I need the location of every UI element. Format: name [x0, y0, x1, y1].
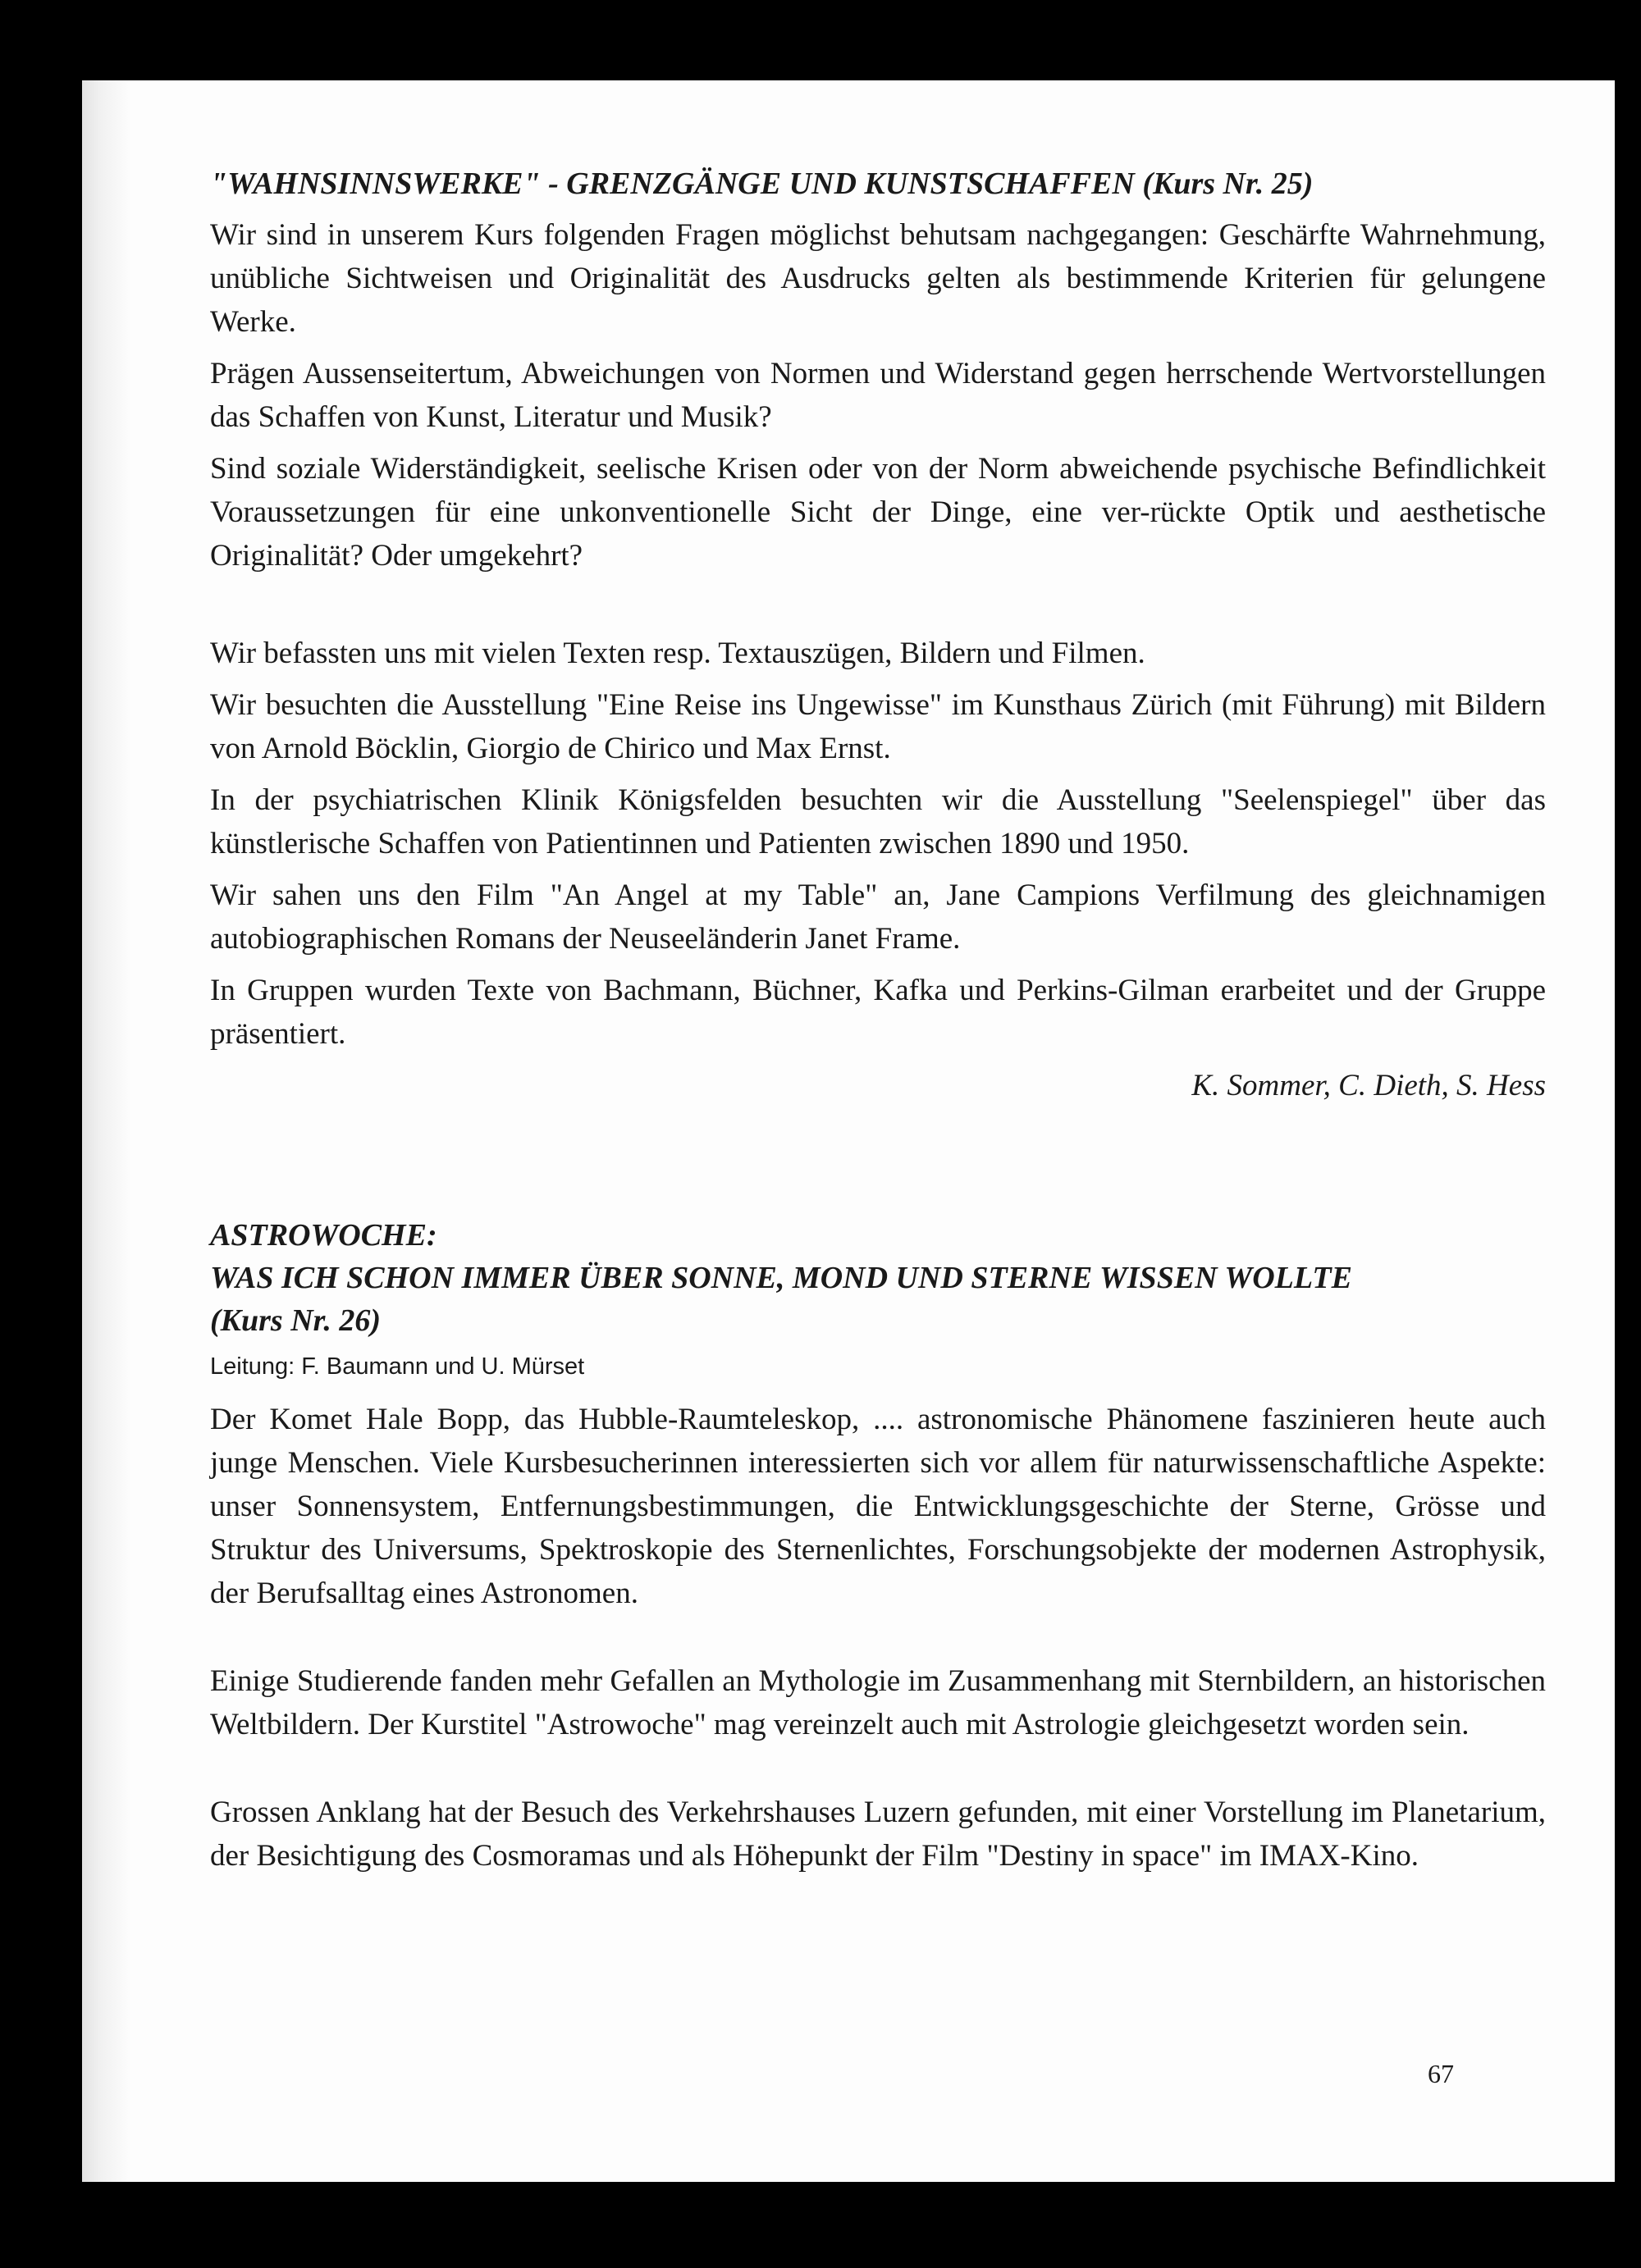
page-number: 67: [1428, 2059, 1454, 2088]
paragraph: In Gruppen wurden Texte von Bachmann, Büchner, Kafka und Perkins-Gilman erarbeitet und der Gruppe präsentiert.: [210, 974, 1546, 1051]
paragraph: Grossen Anklang hat der Besuch des Verkehrshauses Luzern gefunden, mit einer Vorstellung im Planetarium, der Besichtigung des Cosmoramas und als Höhepunkt der Film "Destiny in space" im IMAX-Kino.: [210, 1796, 1546, 1873]
section-title-kurs-25: "WAHNSINNSWERKE" - GRENZGÄNGE UND KUNSTSCHAFFEN (Kurs Nr. 25): [210, 167, 1314, 201]
paragraph: Der Komet Hale Bopp, das Hubble-Raumteleskop, .... astronomische Phänomene faszinieren heute auch junge Menschen. Viele Kursbesucherinnen interessierten sich vor allem für naturwissenschaftliche Aspekte: unser Sonnensystem, Entfernungsbestimmungen, die Entwicklungsgeschichte der Sterne, Grösse und Struktur des Universums, Spektroskopie des Sternenlichtes, Forschungsobjekte der modernen Astrophysik, der Berufsalltag eines Astronomen.: [210, 1403, 1546, 1610]
paragraph: Wir besuchten die Ausstellung "Eine Reise ins Ungewisse" im Kunsthaus Zürich (mit Führung) mit Bildern von Arnold Böcklin, Giorgio de Chirico und Max Ernst.: [210, 688, 1546, 765]
spacer: [210, 1755, 1546, 1791]
section-title-line2: WAS ICH SCHON IMMER ÜBER SONNE, MOND UND STERNE WISSEN WOLLTE: [210, 1261, 1352, 1295]
spacer: [210, 1623, 1546, 1659]
section-title-line1: ASTROWOCHE:: [210, 1218, 437, 1253]
paragraph: In der psychiatrischen Klinik Königsfelden besuchten wir die Ausstellung "Seelenspiegel" über das künstlerische Schaffen von Patientinnen und Patienten zwischen 1890 und 1950.: [210, 783, 1546, 860]
authors: K. Sommer, C. Dieth, S. Hess: [1191, 1069, 1546, 1102]
scan-shadow: [82, 80, 131, 2182]
paragraph: Prägen Aussenseitertum, Abweichungen von Normen und Widerstand gegen herrschende Wertvorstellungen das Schaffen von Kunst, Literatur und Musik?: [210, 357, 1546, 434]
section-title-line3: (Kurs Nr. 26): [210, 1303, 381, 1338]
document-page: [82, 80, 1615, 2182]
spacer: [210, 1116, 1546, 1214]
paragraph: Wir befassten uns mit vielen Texten resp. Textauszügen, Bildern und Filmen.: [210, 637, 1145, 670]
paragraph: Sind soziale Widerständigkeit, seelische Krisen oder von der Norm abweichende psychische Befindlichkeit Voraussetzungen für eine unkonventionelle Sicht der Dinge, eine ver-rückte Optik und aesthetische Originalität? Oder umgekehrt?: [210, 452, 1546, 573]
paragraph: Wir sahen uns den Film "An Angel at my Table" an, Jane Campions Verfilmung des gleichnamigen autobiographischen Romans der Neuseeländerin Janet Frame.: [210, 878, 1546, 956]
paragraph: Einige Studierende fanden mehr Gefallen an Mythologie im Zusammenhang mit Sternbildern, an historischen Weltbildern. Der Kurstitel "Astrowoche" mag vereinzelt auch mit Astrologie gleichgesetzt worden sein.: [210, 1664, 1546, 1741]
page-content: [210, 162, 1546, 1886]
spacer: [210, 586, 1546, 632]
course-leaders: Leitung: F. Baumann und U. Mürset: [210, 1353, 585, 1380]
paragraph: Wir sind in unserem Kurs folgenden Fragen möglichst behutsam nachgegangen: Geschärfte Wahrnehmung, unübliche Sichtweisen und Originalität des Ausdrucks gelten als bestimmende Kriterien für gelungene Werke.: [210, 218, 1546, 339]
